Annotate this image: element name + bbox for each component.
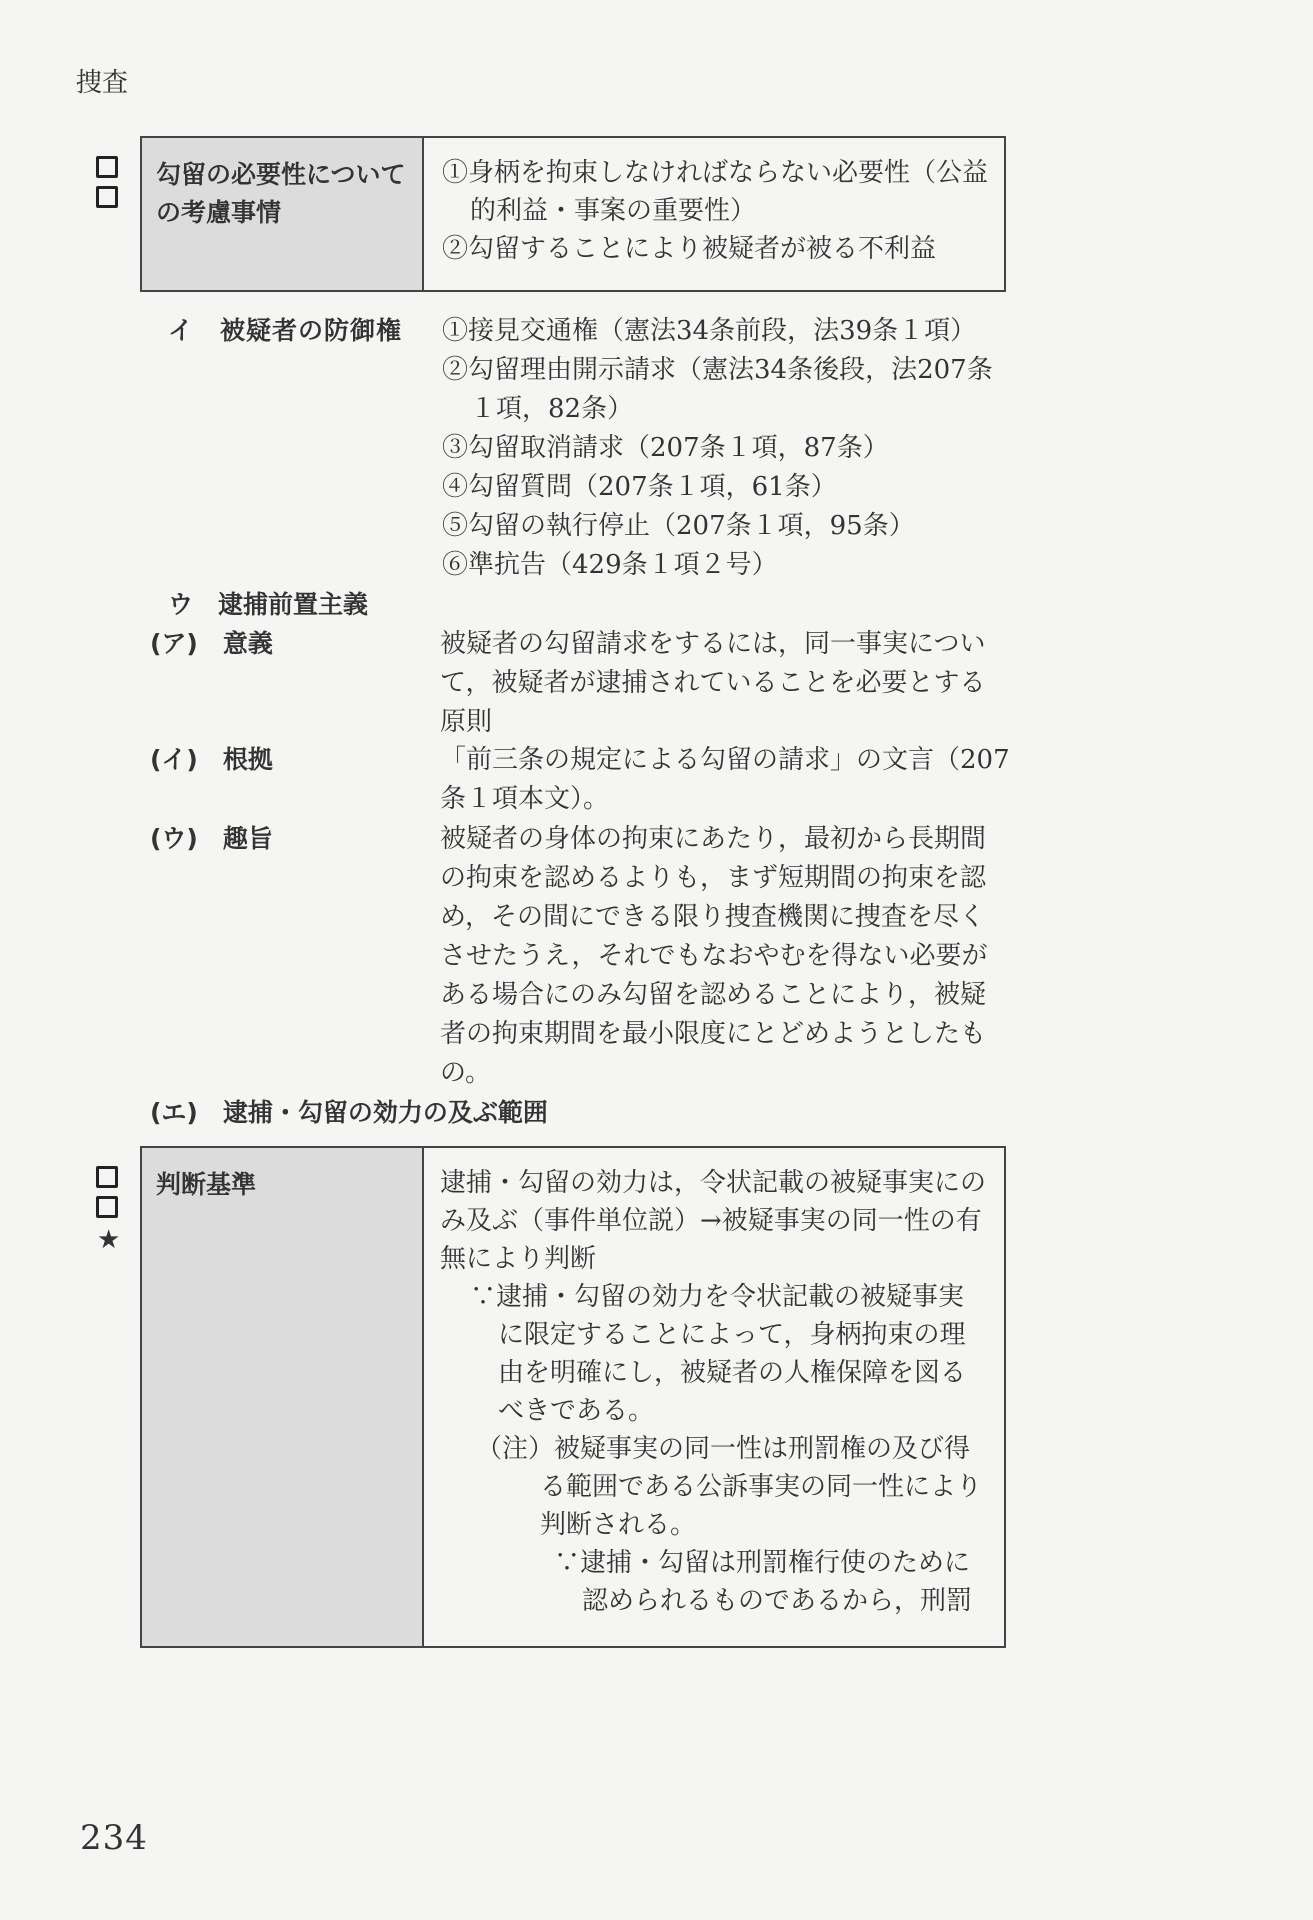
- checkbox[interactable]: [96, 186, 118, 208]
- table-line: 逮捕・勾留の効力は，令状記載の被疑事実にのみ及ぶ（事件単位説）→被疑事実の同一性の有無により判断: [440, 1168, 987, 1274]
- running-header: 捜査: [76, 68, 129, 98]
- list-item: ③勾留取消請求（207条１項，87条）: [442, 433, 889, 463]
- checkbox-group-1: [96, 156, 126, 216]
- section-key: (ウ) 趣旨: [150, 824, 273, 853]
- table-line: ②勾留することにより被疑者が被る不利益: [442, 234, 937, 264]
- page-number: 234: [80, 1818, 148, 1858]
- section-heading: (エ) 逮捕・勾留の効力の及ぶ範囲: [150, 1098, 548, 1127]
- table-label: 判断基準: [142, 1148, 424, 1646]
- checkbox-group-2: [96, 1166, 126, 1254]
- definition-row: [150, 625, 1010, 742]
- section-key: イ 被疑者の防御権: [168, 316, 403, 345]
- section-key: (イ) 根拠: [150, 745, 273, 774]
- criteria-table: [140, 1146, 1006, 1648]
- necessity-table: [140, 136, 1006, 292]
- table-body: [424, 138, 1004, 290]
- section-heading: ウ 逮捕前置主義: [168, 590, 369, 619]
- defense-rights-row: [150, 312, 1010, 585]
- table-line: ①身柄を拘束しなければならない必要性（公益的利益・事案の重要性）: [442, 158, 989, 226]
- table-note: （注）被疑事実の同一性は刑罰権の及び得る範囲である公訴事実の同一性により判断される。: [476, 1434, 983, 1540]
- section-value: 被疑者の勾留請求をするには，同一事実について，被疑者が逮捕されていることを必要とする原則: [440, 629, 986, 737]
- checkbox[interactable]: [96, 156, 118, 178]
- basis-row: [150, 741, 1010, 819]
- star-icon: ★: [97, 1225, 121, 1255]
- list-item: ④勾留質問（207条１項，61条）: [442, 472, 837, 502]
- table-body: [424, 1148, 1004, 1646]
- checkbox[interactable]: [96, 1196, 118, 1218]
- table-line: ∵逮捕・勾留の効力を令状記載の被疑事実に限定することによって，身柄拘束の理由を明確にし，被疑者の人権保障を図るべきである。: [470, 1282, 967, 1426]
- list-item: ②勾留理由開示請求（憲法34条後段，法207条１項，82条）: [442, 355, 993, 424]
- section-value: 被疑者の身体の拘束にあたり，最初から長期間の拘束を認めるよりも，まず短期間の拘束を認め，その間にできる限り捜査機関に捜査を尽くさせたうえ，それでもなおやむを得ない必要がある場合にのみ勾留を認めることにより，被疑者の拘束期間を最小限度にとどめようとしたもの。: [440, 824, 988, 1088]
- list-item: ⑥準抗告（429条１項２号）: [442, 550, 778, 580]
- list-item: ⑤勾留の執行停止（207条１項，95条）: [442, 511, 915, 541]
- list-item: ①接見交通権（憲法34条前段，法39条１項）: [442, 316, 977, 346]
- section-list: [440, 312, 1010, 585]
- table-label: 勾留の必要性についての考慮事情: [142, 138, 424, 290]
- checkbox[interactable]: [96, 1166, 118, 1188]
- table-note-reason: ∵逮捕・勾留は刑罰権行使のために認められるものであるから，刑罰: [554, 1548, 973, 1616]
- section-value: 「前三条の規定による勾留の請求」の文言（207条１項本文）。: [440, 745, 1010, 814]
- purpose-row: [150, 820, 1010, 1093]
- section-key: (ア) 意義: [150, 629, 273, 658]
